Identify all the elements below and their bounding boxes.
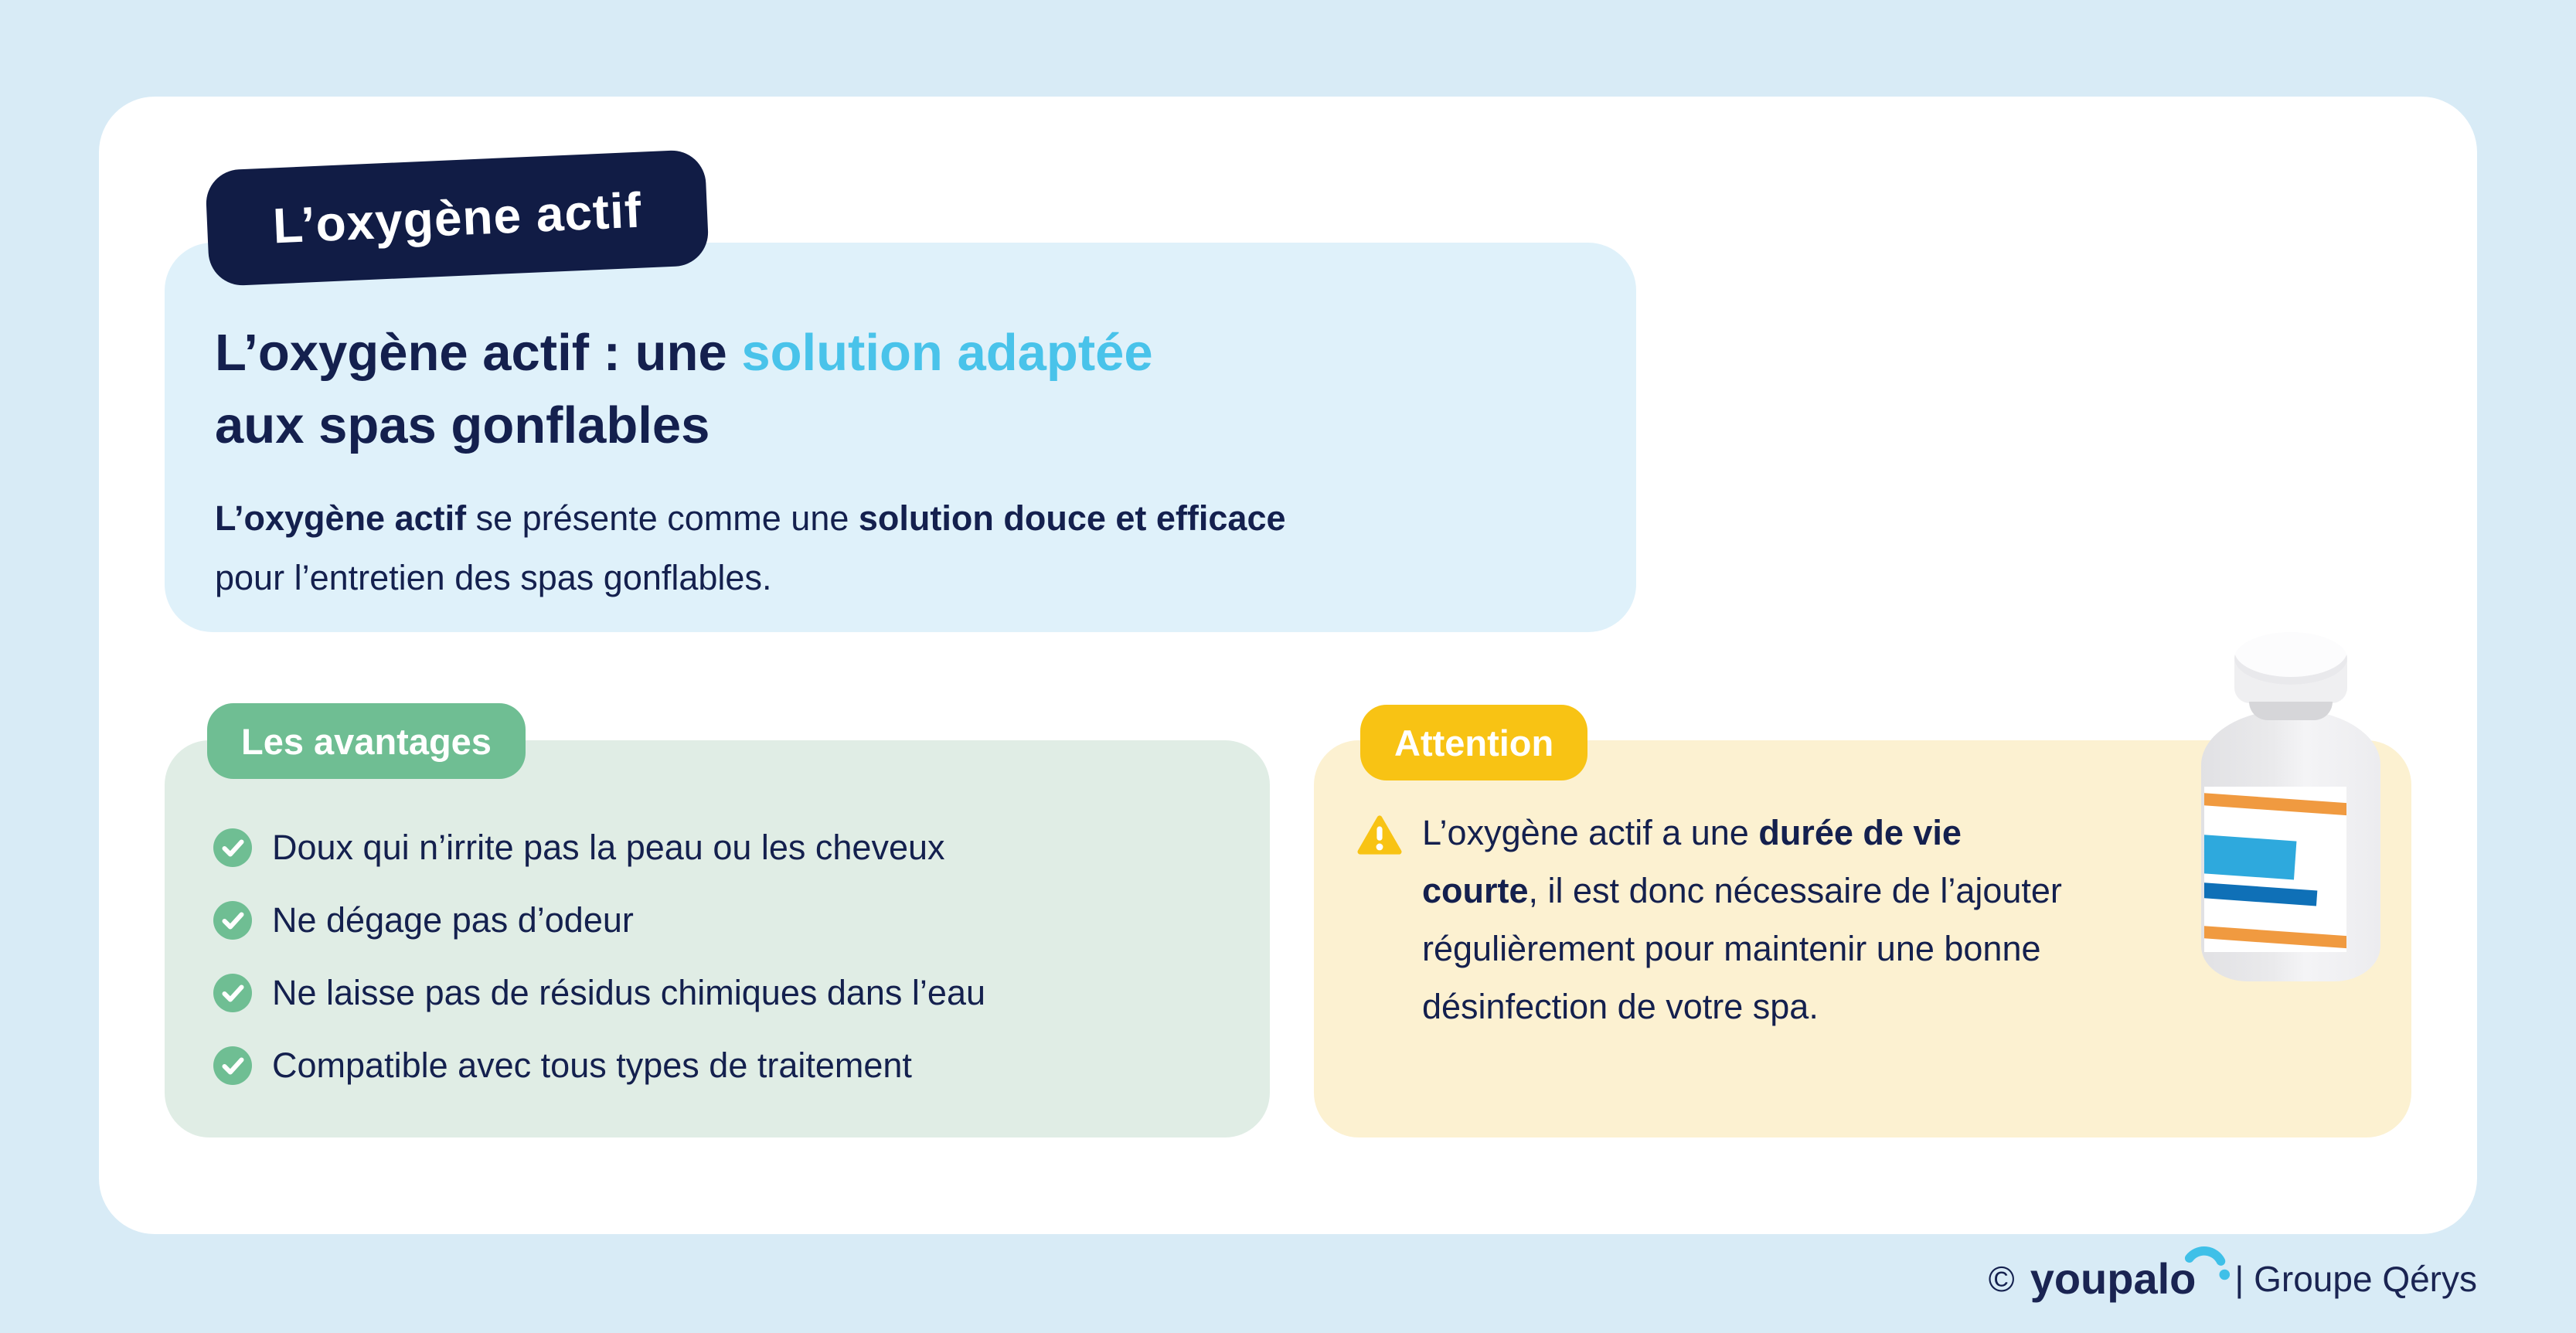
check-icon [213,828,252,867]
intro-description-line-1: L’oxygène actif se présente comme une solution douce et efficace [215,498,1286,538]
copyright-symbol: © [1988,1258,2015,1299]
bottle-label [2204,787,2346,952]
advantages-badge-label: Les avantages [241,720,492,762]
attention-badge [1360,705,1587,780]
intro-description-line-2: pour l’entretien des spas gonflables. [215,558,772,597]
page-title-line-2: aux spas gonflables [215,396,710,454]
advantages-badge [207,703,526,779]
label-stripe-orange-bottom [2204,926,2346,948]
check-icon [213,901,252,940]
bottle-neck [2249,702,2333,720]
list-item-label: Ne laisse pas de résidus chimiques dans l’eau [272,973,986,1012]
label-stripe-blue-light [2204,835,2296,879]
brand-logo [2030,1253,2220,1304]
warning-icon [1357,814,1402,856]
label-stripe-orange-top [2204,793,2346,815]
page-title [215,317,1153,462]
advantages-panel [165,740,1270,1137]
brand-logo-text: youpalo [2030,1254,2197,1303]
list-item [213,1046,1239,1085]
attention-text-line-2: courte, il est donc nécessaire de l’ajouter [1422,871,2062,910]
signal-arc-icon [2183,1238,2231,1286]
list-item-label: Doux qui n’irrite pas la peau ou les cheveux [272,828,945,867]
list-item-label: Compatible avec tous types de traitement [272,1046,912,1085]
product-bottle-illustration [2201,632,2380,981]
intro-panel [165,243,1636,632]
attention-text [1422,804,2062,1035]
footer [1989,1253,2477,1304]
page-title-line-1: L’oxygène actif : une solution adaptée [215,324,1153,382]
title-badge-label: L’oxygène actif [271,182,643,254]
bottle-cap-top [2234,632,2347,685]
attention-text-line-4: désinfection de votre spa. [1422,987,1819,1026]
title-highlight: solution adaptée [741,324,1153,382]
check-icon [213,1046,252,1085]
group-name: | Groupe Qérys [2234,1258,2477,1299]
label-stripe-blue-dark [2204,882,2317,906]
content-card [99,97,2477,1234]
list-item [213,901,1239,940]
list-item [213,828,1239,867]
attention-text-line-1: L’oxygène actif a une durée de vie [1422,813,1962,852]
attention-badge-label: Attention [1394,722,1554,763]
check-icon [213,974,252,1012]
attention-text-line-3: régulièrement pour maintenir une bonne [1422,929,2041,968]
intro-description [215,488,1286,607]
list-item-label: Ne dégage pas d’odeur [272,900,634,940]
list-item [213,974,1239,1012]
title-badge [205,149,710,287]
